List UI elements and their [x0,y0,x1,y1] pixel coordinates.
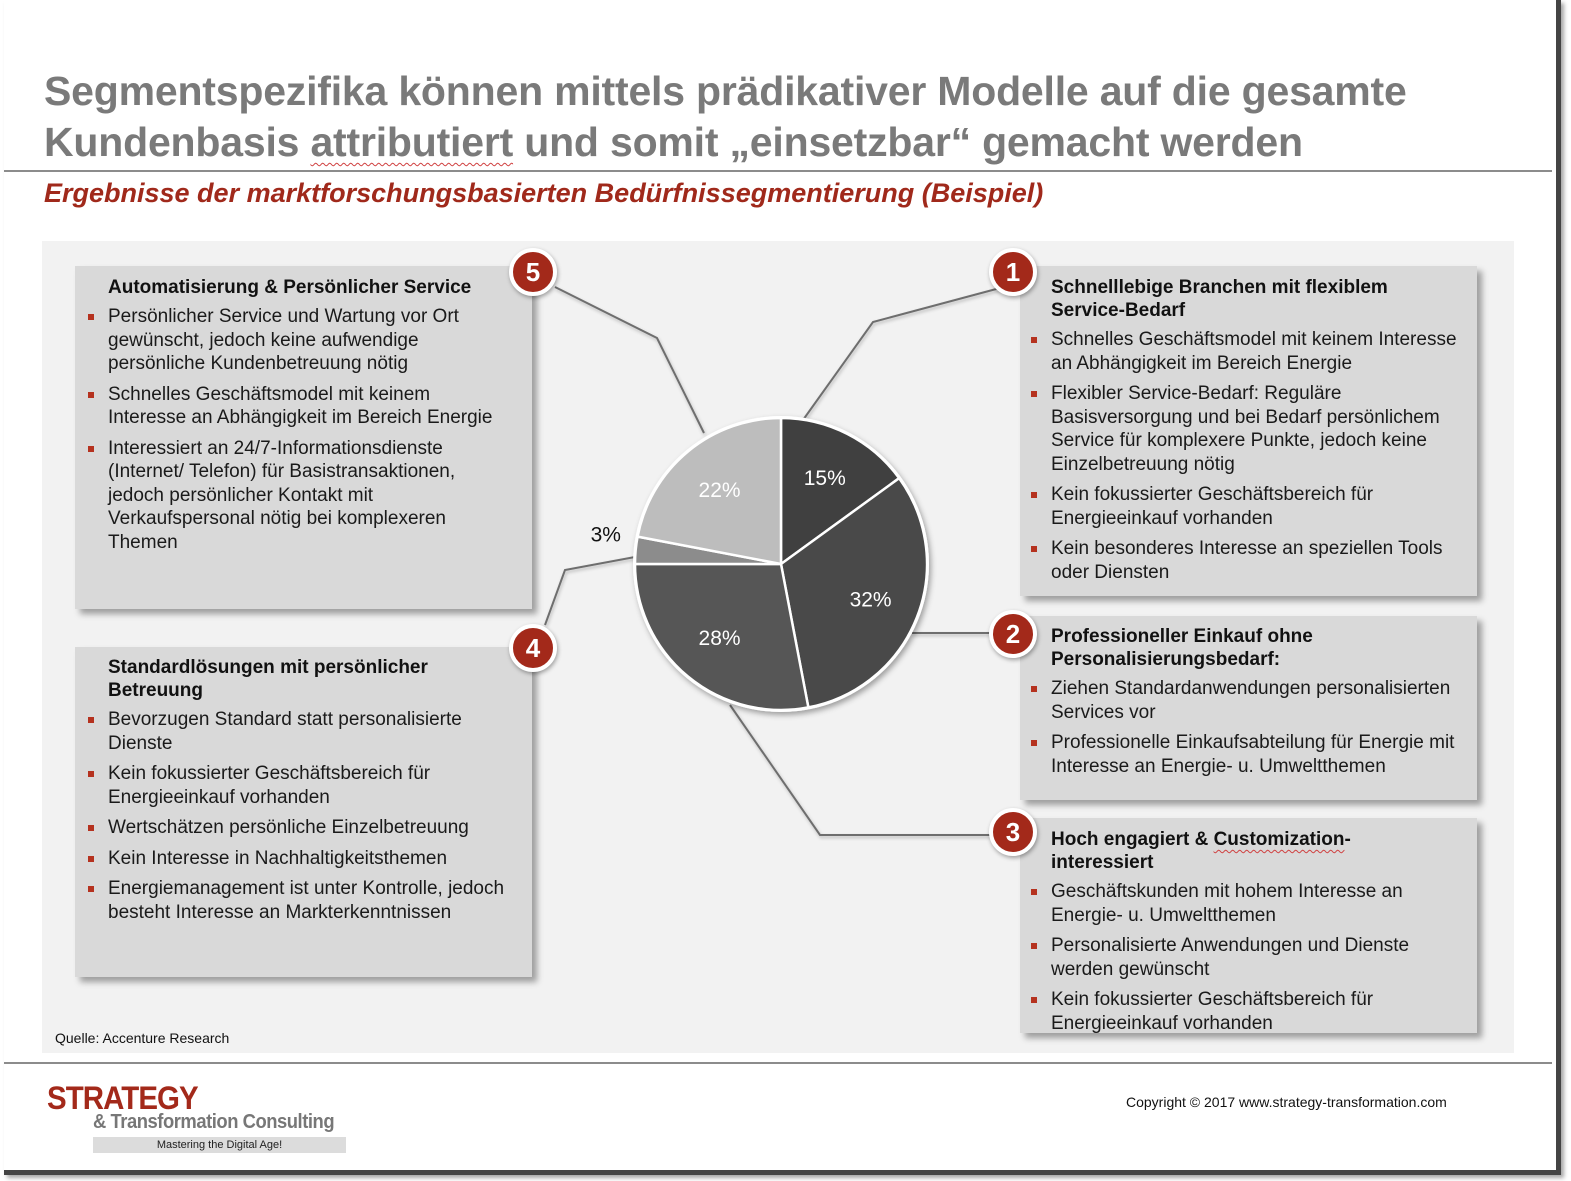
segment-badge-1: 1 [989,248,1037,296]
title-text: Kundenbasis [44,119,311,165]
segment-title-text: -interessiert [1051,829,1351,873]
bullet-item: Kein fokussierter Geschäftsbereich für Energieeinkauf vorhanden [1051,988,1466,1035]
segment-bullets [108,708,518,924]
segment-title [1051,828,1371,874]
bullet-item: Kein Interesse in Nachhaltigkeitsthemen [108,847,518,871]
pie-label-4: 3% [590,523,621,547]
bullet-item: Interessiert an 24/7-Informationsdienste (Internet/ Telefon) für Basistransaktionen, jedoch persönlicher Kontakt mit Verkaufspersonal nötig bei komplexeren Themen [108,437,513,555]
segment-badge-4: 4 [509,624,557,672]
bullet-item: Kein fokussierter Geschäftsbereich für Energieeinkauf vorhanden [1051,483,1466,530]
segment-badge-5: 5 [509,248,557,296]
pie-label-1: 15% [803,467,846,491]
bullet-item: Flexibler Service-Bedarf: Reguläre Basisversorgung und bei Bedarf persönlichem Service für komplexere Punkte, jedoch keine Einzelbetreuung nötig [1051,382,1466,476]
segment-title: Schnelllebige Branchen mit flexiblem Service-Bedarf [1051,277,1388,321]
segment-title-text: Hoch engagiert & [1051,829,1214,850]
bullet-item: Wertschätzen persönliche Einzelbetreuung [108,816,518,840]
segment-bullets [1051,677,1471,778]
segment-bullets [1051,328,1466,584]
bullet-item: Kein fokussierter Geschäftsbereich für Energieeinkauf vorhanden [108,762,518,809]
segment-bullets [108,305,513,554]
segment-card-4 [75,647,532,977]
connector-line-5 [555,287,704,433]
connector-line-1 [803,288,1000,420]
logo-tagline: Mastering the Digital Age! [93,1137,346,1153]
segment-card-1 [1020,266,1477,596]
bullet-item: Professionelle Einkaufsabteilung für Energie mit Interesse an Energie- u. Umweltthemen [1051,731,1471,778]
logo-wordmark: STRATEGY [47,1080,198,1116]
segment-bullets [1051,880,1466,1035]
segment-title: Automatisierung & Persönlicher Service [108,277,472,298]
segment-title: Professioneller Einkauf ohne Personalisierungsbedarf: [1051,626,1313,670]
segment-badge-3: 3 [989,808,1037,856]
pie-label-3: 28% [698,627,741,651]
bullet-item: Ziehen Standardanwendungen personalisierten Services vor [1051,677,1471,724]
segment-title: Standardlösungen mit persönlicher Betreuung [108,657,428,701]
segment-badge-2: 2 [989,610,1037,658]
spellcheck-word: attributiert [310,119,514,165]
copyright-notice: Copyright © 2017 www.strategy-transformation.com [1126,1094,1447,1110]
source-note: Quelle: Accenture Research [55,1030,230,1046]
bullet-item: Personalisierte Anwendungen und Dienste werden gewünscht [1051,934,1466,981]
pie-label-5: 22% [698,478,741,502]
subtitle: Ergebnisse der marktforschungsbasierten Bedürfnissegmentierung (Beispiel) [44,178,1044,208]
spellcheck-word: Customization [1213,829,1345,850]
segment-card-2 [1020,616,1477,800]
bullet-item: Schnelles Geschäftsmodel mit keinem Interesse an Abhängigkeit im Bereich Energie [1051,328,1466,375]
bullet-item: Bevorzugen Standard statt personalisierte Dienste [108,708,518,755]
bullet-item: Kein besonderes Interesse an speziellen Tools oder Diensten [1051,537,1466,584]
connector-line-3 [730,705,1000,835]
title-text: und somit „einsetzbar“ gemacht werden [513,119,1303,165]
bullet-item: Persönlicher Service und Wartung vor Ort gewünscht, jedoch keine aufwendige persönliche Kundenbetreuung nötig [108,305,513,376]
pie-label-2: 32% [849,588,892,612]
title-line-1: Segmentspezifika können mittels prädikativer Modelle auf die gesamte [44,68,1407,114]
segment-card-5 [75,266,532,609]
bullet-item: Energiemanagement ist unter Kontrolle, jedoch besteht Interesse an Markterkenntnissen [108,877,518,924]
segment-card-3 [1020,818,1477,1033]
bullet-item: Geschäftskunden mit hohem Interesse an Energie- u. Umweltthemen [1051,880,1466,927]
logo-subtitle: & Transformation Consulting [93,1111,335,1133]
connector-line-4 [545,557,635,625]
bullet-item: Schnelles Geschäftsmodel mit keinem Interesse an Abhängigkeit im Bereich Energie [108,383,513,430]
footer-divider [4,1062,1552,1064]
